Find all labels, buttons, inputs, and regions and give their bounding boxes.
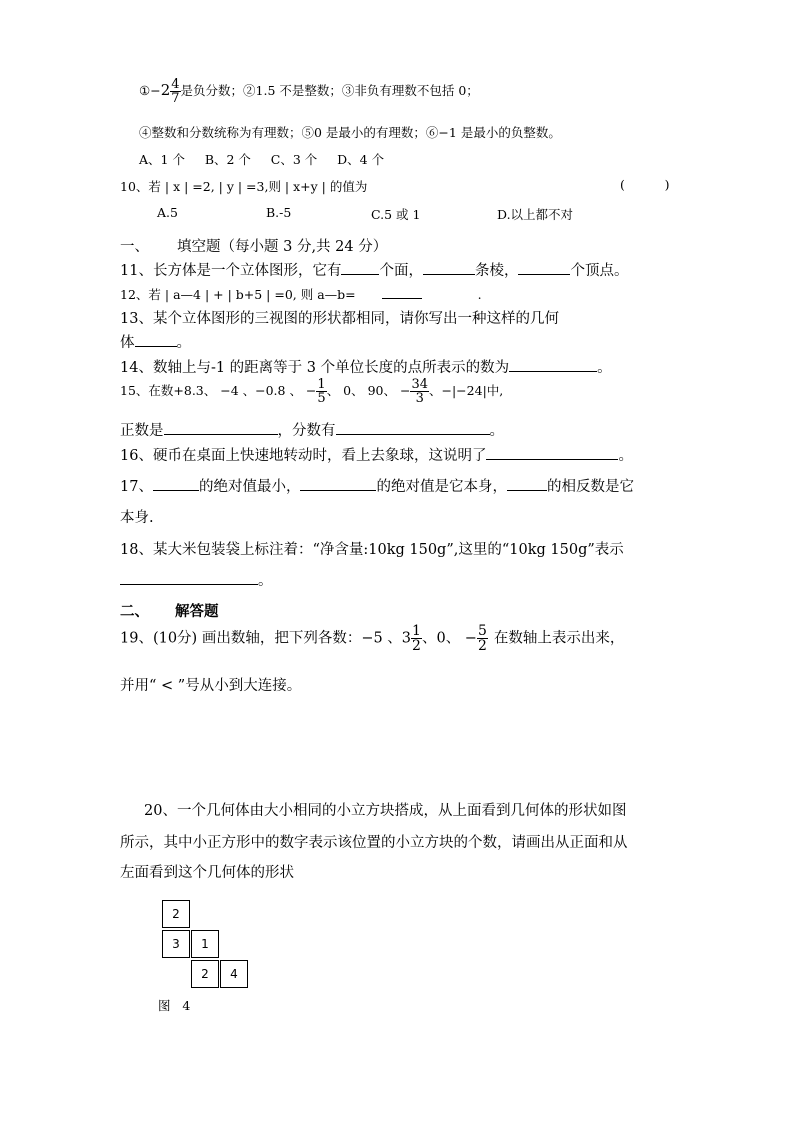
q11: 11、长方体是一个立体图形，它有 个面， 条棱， 个顶点。 bbox=[120, 259, 628, 280]
q9-line1: ①−2 $\frac{4}{7}$ 是负分数；②1.5 不是整数；③非负有理数不包括 0； bbox=[139, 77, 479, 106]
q19-line2: 并用“ < ”号从小到大连接。 bbox=[120, 678, 302, 694]
q9-options: A、1 个 B、2 个 C、3 个 D、4 个 bbox=[139, 152, 385, 167]
grid-cell: 2 bbox=[191, 960, 219, 988]
q10-option-a: A.5 bbox=[157, 205, 178, 220]
q13-line2: 体 。 bbox=[120, 331, 191, 352]
grid-cell: 1 bbox=[191, 930, 219, 958]
grid-cell: 3 bbox=[162, 930, 190, 958]
q10-answer-paren: ( ) bbox=[620, 177, 670, 192]
q17-line2: 本身. bbox=[120, 510, 154, 526]
figure-caption: 图 4 bbox=[158, 998, 191, 1013]
fraction-1-5: $\frac{1}{5}$ bbox=[317, 377, 326, 406]
q10-option-d: D.以上都不对 bbox=[497, 207, 574, 222]
fraction-1-2: $\frac{1}{2}$ bbox=[412, 623, 421, 654]
fraction-34-3: $\frac{34}{3}$ bbox=[411, 377, 428, 406]
q10-option-c: C.5 或 1 bbox=[371, 207, 421, 222]
q14: 14、数轴上与-1 的距离等于 3 个单位长度的点所表示的数为 。 bbox=[120, 356, 612, 377]
q15-line1: 15、在数+8.3、 −4 、−0.8 、 − $\frac{1}{5}$ 、 0、 90、 − $\frac{34}{3}$ 、−|−24|中, bbox=[120, 377, 504, 406]
q12: 12、若 | a—4 | + | b+5 | =0, 则 a—b= . bbox=[120, 287, 482, 302]
q15-line2: 正数是 ，分数有 。 bbox=[120, 419, 504, 440]
q13-line1: 13、某个立体图形的三视图的形状都相同，请你写出一种这样的几何 bbox=[120, 311, 559, 327]
q19-line1: 19、(10分) 画出数轴，把下列各数：−5 、3 $\frac{1}{2}$ 、0、 − $\frac{5}{2}$ 在数轴上表示出来， bbox=[120, 623, 625, 654]
q10-stem: 10、若 | x | =2, | y | =3,则 | x+y | 的值为 bbox=[120, 179, 368, 194]
section-answer-heading: 二、 解答题 bbox=[120, 603, 219, 620]
q18-line1: 18、某大米包装袋上标注着：“净含量:10kg 150g”,这里的“10kg 150g”表示 bbox=[120, 542, 624, 558]
q17-line1: 17、 的绝对值最小， 的绝对值是它本身， 的相反数是它 bbox=[120, 475, 634, 496]
q20-line3: 左面看到这个几何体的形状 bbox=[120, 865, 294, 881]
figure-4-grid bbox=[162, 900, 250, 990]
q10-option-b: B.-5 bbox=[266, 205, 292, 220]
fraction-2-4-7: $\frac{4}{7}$ bbox=[171, 77, 180, 106]
q16: 16、硬币在桌面上快速地转动时，看上去象球，这说明了 。 bbox=[120, 444, 633, 465]
fraction-5-2: $\frac{5}{2}$ bbox=[477, 623, 487, 654]
q9-line2: ④整数和分数统称为有理数；⑤0 是最小的有理数；⑥−1 是最小的负整数。 bbox=[139, 125, 561, 140]
grid-cell: 4 bbox=[220, 960, 248, 988]
q20-line2: 所示，其中小正方形中的数字表示该位置的小立方块的个数，请画出从正面和从 bbox=[120, 835, 628, 851]
q18-line2: 。 bbox=[120, 569, 273, 590]
grid-cell: 2 bbox=[162, 900, 190, 928]
section-fill-blank-heading: 一、 填空题（每小题 3 分,共 24 分） bbox=[120, 239, 388, 255]
q20-line1: 20、一个几何体由大小相同的小立方块搭成，从上面看到几何体的形状如图 bbox=[144, 803, 627, 819]
